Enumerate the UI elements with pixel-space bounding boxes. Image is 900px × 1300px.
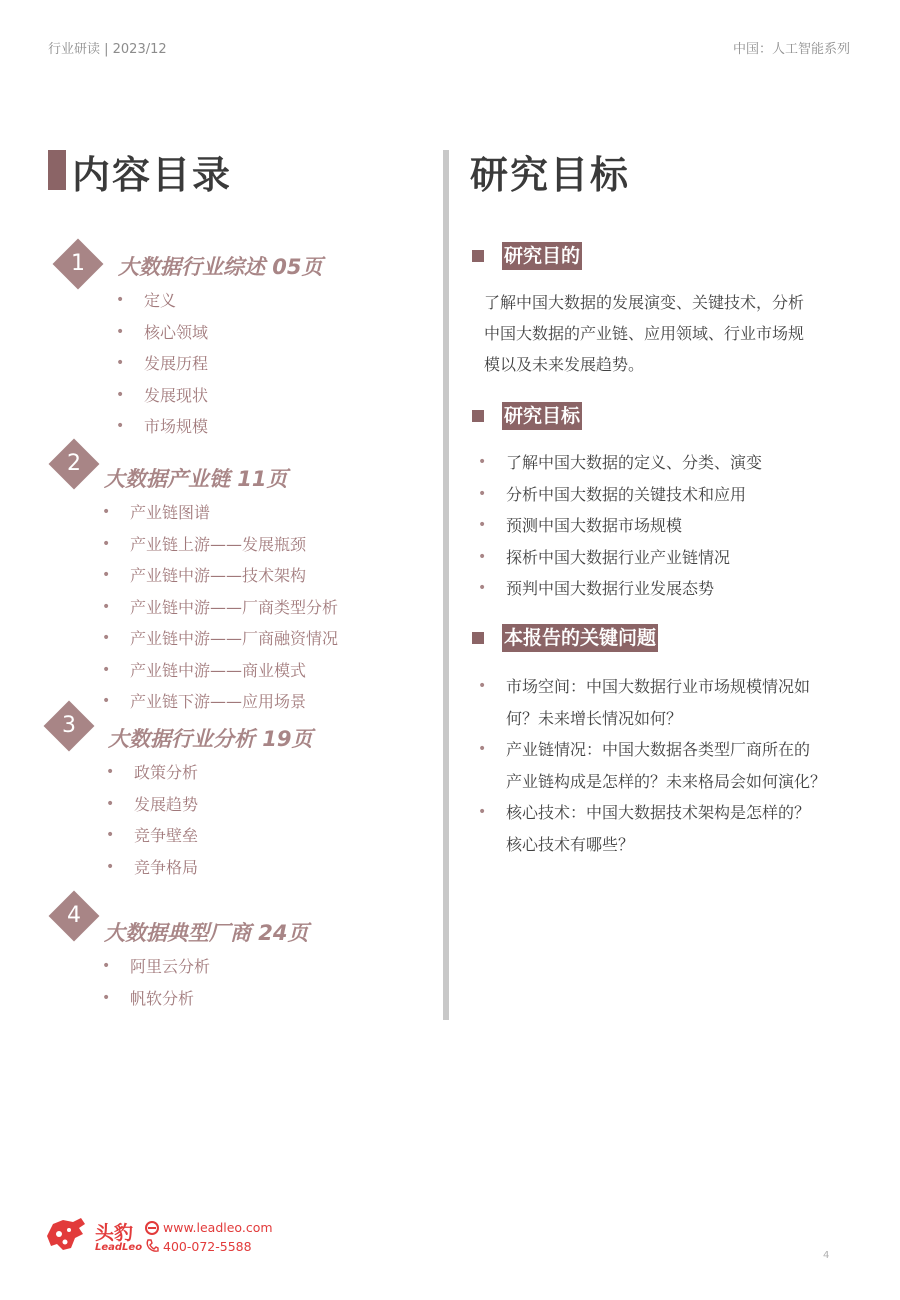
leopard-logo-icon	[45, 1216, 87, 1252]
bullet-icon: •	[478, 804, 487, 820]
bullet-icon: •	[116, 355, 125, 371]
brand-name-cn: 头豹	[95, 1222, 134, 1244]
list-item: • 探析中国大数据行业产业链情况	[478, 542, 734, 574]
bullet-icon: •	[102, 693, 111, 709]
section-1-number: 1	[71, 251, 85, 276]
bullet-icon: •	[102, 630, 111, 646]
section-3-title: 大数据行业分析 19页	[108, 727, 313, 751]
section-3-number: 3	[62, 713, 76, 738]
section-4-title: 大数据典型厂商 24页	[104, 921, 309, 945]
bullet-icon: •	[478, 741, 487, 757]
list-item: • 了解中国大数据的定义、分类、演变	[478, 447, 734, 479]
square-bullet-icon	[472, 632, 484, 644]
header-right: 中国：人工智能系列	[732, 42, 850, 57]
section-1-title: 大数据行业综述 05页	[118, 255, 323, 279]
bullet-icon: •	[102, 661, 111, 678]
header-left: 行业研读 | 2023/12	[48, 42, 167, 57]
bullet-icon: •	[102, 989, 111, 1006]
column-divider	[443, 150, 449, 1020]
section-2-title: 大数据产业链 11页	[104, 467, 288, 491]
phone-icon	[145, 1239, 159, 1253]
bullet-icon: •	[106, 764, 115, 780]
questions-heading: 本报告的关键问题	[502, 624, 658, 652]
section-2-number: 2	[67, 451, 81, 476]
brand-name-en: LeadLeo	[95, 1242, 143, 1253]
objectives-list	[478, 447, 763, 605]
purpose-line: 了解中国大数据的发展演变、关键技术，分析	[484, 293, 805, 312]
bullet-icon: •	[106, 827, 115, 843]
bullet-icon: •	[102, 504, 111, 520]
list-item: • 分析中国大数据的关键技术和应用	[478, 479, 734, 511]
bullet-icon: •	[478, 678, 487, 694]
list-item: • 市场空间：中国大数据行业市场规模情况如 何？未来增长情况如何？	[478, 671, 798, 734]
goals-title: 研究目标	[470, 153, 631, 197]
bullet-icon: •	[478, 454, 487, 470]
toc-title-bar	[48, 150, 66, 190]
bullet-icon: •	[106, 858, 115, 875]
objectives-heading: 研究目标	[502, 402, 582, 430]
bullet-icon: •	[106, 795, 115, 812]
toc-title: 内容目录	[72, 153, 233, 197]
bullet-icon: •	[102, 535, 111, 552]
bullet-icon: •	[116, 418, 125, 434]
square-bullet-icon	[472, 250, 484, 262]
list-item: • 预判中国大数据行业发展态势	[478, 573, 734, 605]
phone-number: 400-072-5588	[163, 1239, 252, 1254]
list-item: • 预测中国大数据市场规模	[478, 510, 734, 542]
bullet-icon: •	[102, 958, 111, 974]
bullet-icon: •	[478, 580, 487, 596]
purpose-heading: 研究目的	[502, 242, 582, 270]
purpose-line: 模以及未来发展趋势。	[484, 355, 645, 374]
bullet-icon: •	[102, 567, 111, 583]
bullet-icon: •	[116, 323, 125, 340]
web-icon	[145, 1221, 159, 1235]
website-link[interactable]: www.leadleo.com	[163, 1220, 273, 1235]
bullet-icon: •	[478, 485, 487, 502]
questions-list	[478, 671, 827, 860]
purpose-paragraph	[484, 287, 854, 380]
purpose-line: 中国大数据的产业链、应用领域、行业市场规	[484, 324, 805, 343]
bullet-icon: •	[478, 548, 487, 565]
list-item: • 产业链情况：中国大数据各类型厂商所在的 产业链构成是怎样的？未来格局会如何演化？	[478, 734, 798, 797]
bullet-icon: •	[478, 517, 487, 533]
page-number: 4	[823, 1250, 830, 1261]
bullet-icon: •	[116, 386, 125, 403]
bullet-icon: •	[102, 598, 111, 615]
bullet-icon: •	[116, 292, 125, 308]
list-item: • 核心技术：中国大数据技术架构是怎样的？ 核心技术有哪些？	[478, 797, 798, 860]
square-bullet-icon	[472, 410, 484, 422]
section-4-number: 4	[67, 903, 81, 928]
